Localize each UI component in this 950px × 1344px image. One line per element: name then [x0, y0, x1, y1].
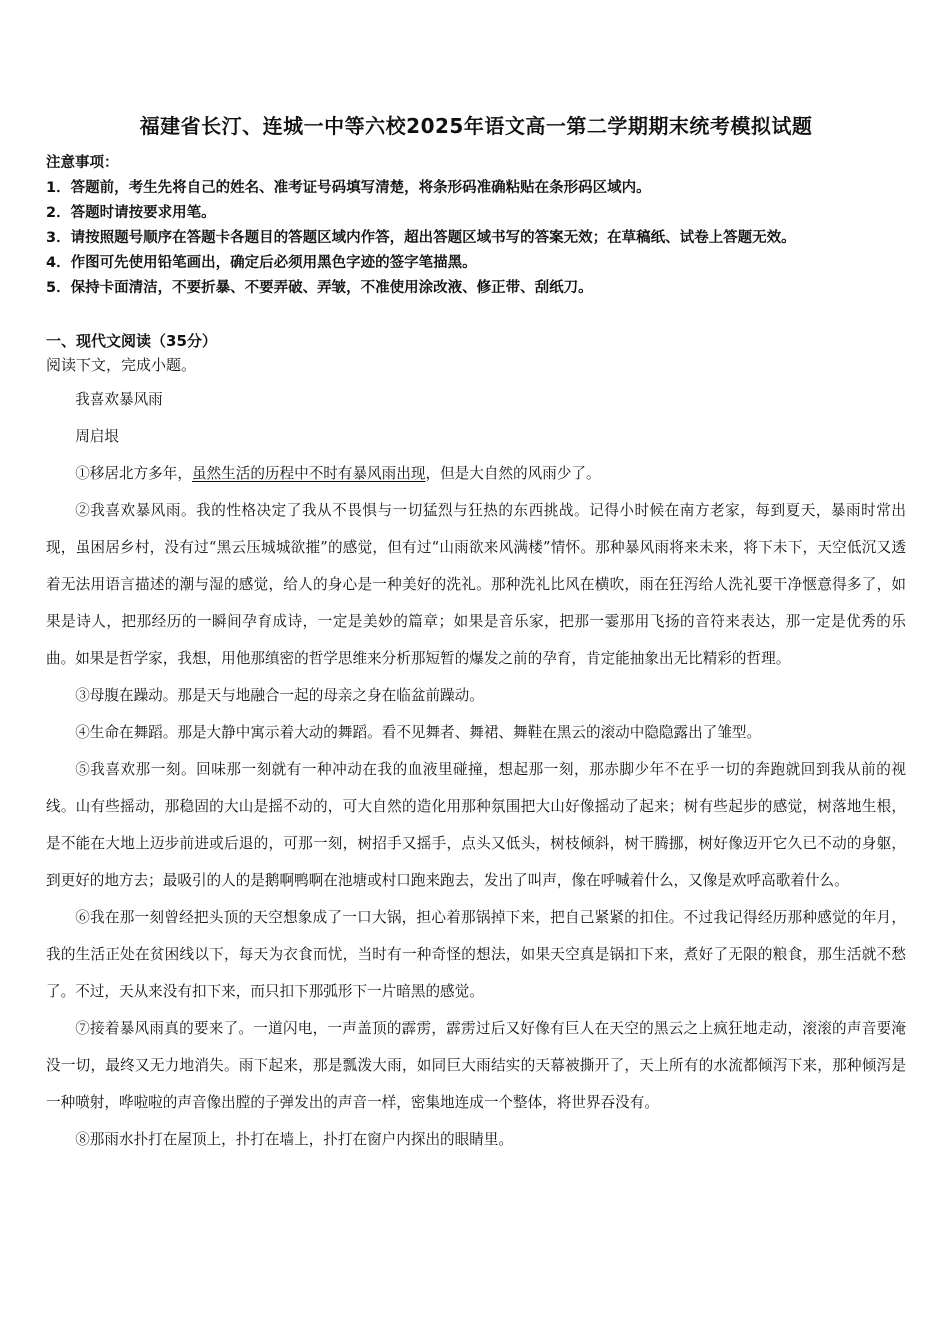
article-paragraph-1	[46, 455, 906, 492]
exam-page	[46, 110, 906, 1158]
article-paragraph-8: ⑧那雨水扑打在屋顶上，扑打在墙上，扑打在窗户内探出的眼睛里。	[75, 1131, 514, 1148]
article-paragraph-6: ⑥我在那一刻曾经把头顶的天空想象成了一口大锅，担心着那锅掉下来，把自己紧紧的扣住。不过我记得经历那种感觉的年月，我的生活正处在贫困线以下，每天为衣食而忧，当时有一种奇怪的想法，如果天空真是锅扣下来，煮好了无限的粮食，那生活就不愁了。不过，天从来没有扣下来，而只扣下那弧形下一片暗黑的感觉。	[46, 909, 906, 1000]
p1-before: ①移居北方多年，	[75, 465, 192, 482]
notice-item: 4．作图可先使用铅笔画出，确定后必须用黑色字迹的签字笔描黑。	[46, 255, 477, 271]
section-instruction: 阅读下文，完成小题。	[46, 356, 197, 374]
article-paragraph-3: ③母腹在躁动。那是天与地融合一起的母亲之身在临盆前躁动。	[75, 687, 484, 704]
article-paragraph-7: ⑦接着暴风雨真的要来了。一道闪电，一声盖顶的霹雳，霹雳过后又好像有巨人在天空的黑云之上疯狂地走动，滚滚的声音要淹没一切，最终又无力地消失。雨下起来，那是瓢泼大雨，如同巨大雨结实的天幕被撕开了，天上所有的水流都倾泻下来，那种倾泻是一种喷射，哗啦啦的声音像出膛的子弹发出的声音一样，密集地连成一个整体，将世界吞没有。	[46, 1020, 906, 1111]
section-heading: 一、现代文阅读（35分）	[46, 332, 217, 350]
article-paragraph-2: ②我喜欢暴风雨。我的性格决定了我从不畏惧与一切猛烈与狂热的东西挑战。记得小时候在南方老家，每到夏天，暴雨时常出现，虽困居乡村，没有过“黑云压城城欲摧”的感觉，但有过“山雨欲来风满楼”情怀。那种暴风雨将来未来，将下未下，天空低沉又透着无法用语言描述的潮与湿的感觉，给人的身心是一种美好的洗礼。那种洗礼比风在横吹，雨在狂泻给人洗礼要干净惬意得多了，如果是诗人，把那经历的一瞬间孕育成诗，一定是美妙的篇章；如果是音乐家，把那一霎那用飞扬的音符来表达，那一定是优秀的乐曲。如果是哲学家，我想，用他那缜密的哲学思维来分析那短暂的爆发之前的孕育，肯定能抽象出无比精彩的哲理。	[46, 502, 906, 667]
article-title: 我喜欢暴风雨	[75, 391, 163, 408]
notice-item: 5．保持卡面清洁，不要折暴、不要弄破、弄皱，不准使用涂改液、修正带、刮纸刀。	[46, 280, 593, 296]
article-paragraph-4: ④生命在舞蹈。那是大静中寓示着大动的舞蹈。看不见舞者、舞裙、舞鞋在黑云的滚动中隐隐露出了雏型。	[75, 724, 762, 741]
exam-title: 福建省长汀、连城一中等六校2025年语文高一第二学期期末统考模拟试题	[139, 114, 813, 138]
notice-heading: 注意事项：	[46, 155, 119, 171]
article-author: 周启垠	[75, 428, 119, 445]
p1-after: ，但是大自然的风雨少了。	[425, 465, 601, 482]
notice-item: 1．答题前，考生先将自己的姓名、准考证号码填写清楚，将条形码准确粘贴在条形码区域内。	[46, 180, 651, 196]
reading-article	[46, 381, 906, 1158]
p1-underlined-sentence: 虽然生活的历程中不时有暴风雨出现	[191, 465, 426, 482]
notice-block	[46, 151, 906, 301]
notice-item: 3．请按照题号顺序在答题卡各题目的答题区域内作答，超出答题区域书写的答案无效；在草稿纸、试卷上答题无效。	[46, 230, 796, 246]
notice-item: 2．答题时请按要求用笔。	[46, 205, 216, 221]
article-paragraph-5: ⑤我喜欢那一刻。回味那一刻就有一种冲动在我的血液里碰撞，想起那一刻，那赤脚少年不在乎一切的奔跑就回到我从前的视线。山有些摇动，那稳固的大山是摇不动的，可大自然的造化用那种氛围把大山好像摇动了起来；树有些起步的感觉，树落地生根，是不能在大地上迈步前进或后退的，可那一刻，树招手又摇手，点头又低头，树枝倾斜，树干腾挪，树好像迈开它久已不动的身躯，到更好的地方去；最吸引的人的是鹅啊鸭啊在池塘或村口跑来跑去，发出了叫声，像在呼喊着什么，又像是欢呼高歌着什么。	[46, 761, 906, 889]
